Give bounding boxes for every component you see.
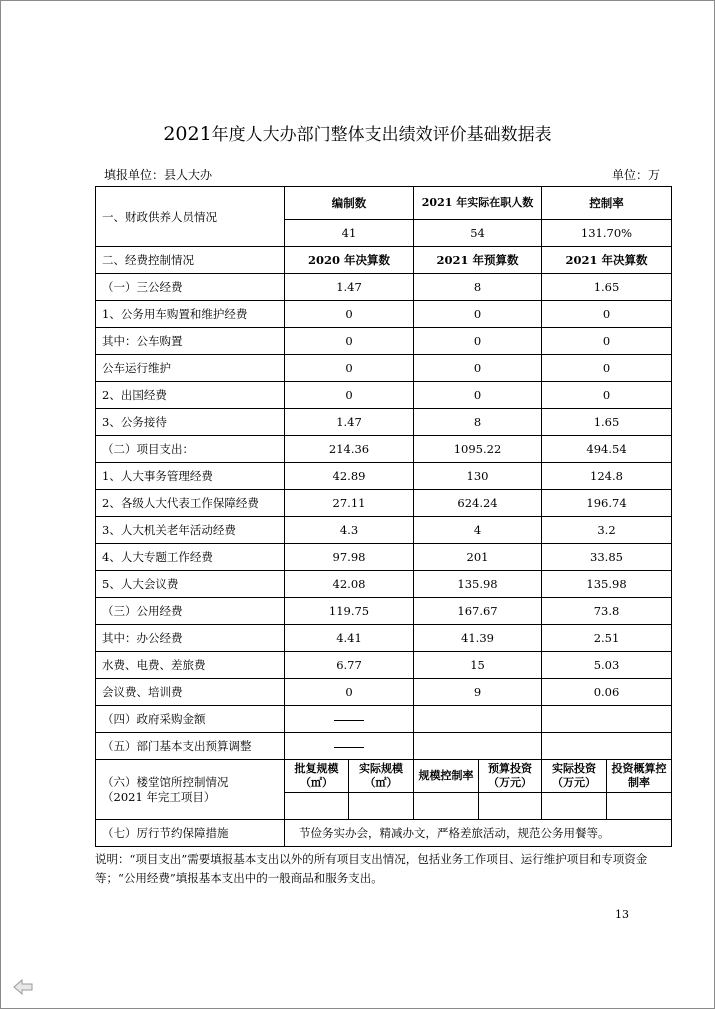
budget-investment-value	[479, 793, 542, 820]
value-2020-final: 214.36	[285, 436, 414, 463]
actual-scale-value	[349, 793, 414, 820]
title-year: 2021	[163, 123, 212, 145]
value-2021-final: 124.8	[542, 463, 672, 490]
quota-value: 41	[285, 220, 414, 247]
value-2021-final: 0	[542, 328, 672, 355]
gov-procurement-budget	[414, 706, 542, 733]
value-2021-budget: 15	[414, 652, 542, 679]
row-label: （二）项目支出：	[96, 436, 285, 463]
money-unit: 单位：万	[612, 168, 661, 182]
building-control-label	[96, 760, 285, 820]
value-2021-budget: 9	[414, 679, 542, 706]
value-2020-final: 97.98	[285, 544, 414, 571]
row-label: 3、公务接待	[96, 409, 285, 436]
dash-mark	[334, 720, 364, 721]
value-2021-budget: 624.24	[414, 490, 542, 517]
value-2021-budget: 4	[414, 517, 542, 544]
value-2020-final: 119.75	[285, 598, 414, 625]
value-2020-final: 0	[285, 301, 414, 328]
row-label: 公车运行维护	[96, 355, 285, 382]
row-label: 2、各级人大代表工作保障经费	[96, 490, 285, 517]
value-2021-budget: 201	[414, 544, 542, 571]
actual-staff-value: 54	[414, 220, 542, 247]
gov-procurement-label: （四）政府采购金额	[96, 706, 285, 733]
table-row	[96, 679, 672, 706]
header-scale-control-rate: 规模控制率	[414, 760, 479, 793]
row-label: 4、人大专题工作经费	[96, 544, 285, 571]
value-2021-budget: 8	[414, 409, 542, 436]
title-text: 年度人大办部门整体支出绩效评价基础数据表	[211, 125, 552, 145]
value-2020-final: 4.41	[285, 625, 414, 652]
row-label: 1、人大事务管理经费	[96, 463, 285, 490]
table-row	[96, 544, 672, 571]
investment-control-rate-value	[607, 793, 672, 820]
value-2021-budget: 167.67	[414, 598, 542, 625]
header-2021-budget: 2021 年预算数	[414, 247, 542, 274]
value-2020-final: 4.3	[285, 517, 414, 544]
table-row	[96, 328, 672, 355]
row-label: 5、人大会议费	[96, 571, 285, 598]
header-actual-staff: 2021 年实际在职人数	[414, 187, 542, 220]
value-2021-budget: 1095.22	[414, 436, 542, 463]
value-2020-final: 0	[285, 355, 414, 382]
header-approved-scale: 批复规模（㎡）	[285, 760, 349, 793]
back-arrow-icon[interactable]	[13, 979, 33, 995]
value-2020-final: 0	[285, 382, 414, 409]
row-label: 1、公务用车购置和维护经费	[96, 301, 285, 328]
table-row	[96, 301, 672, 328]
gov-procurement-value	[285, 706, 414, 733]
fill-unit: 填报单位：县人大办	[104, 168, 213, 182]
value-2021-budget: 41.39	[414, 625, 542, 652]
value-2020-final: 6.77	[285, 652, 414, 679]
value-2021-final: 3.2	[542, 517, 672, 544]
value-2021-final: 0	[542, 355, 672, 382]
table-row	[96, 274, 672, 301]
value-2020-final: 1.47	[285, 274, 414, 301]
gov-procurement-final	[542, 706, 672, 733]
value-2021-budget: 8	[414, 274, 542, 301]
value-2021-final: 135.98	[542, 571, 672, 598]
header-quota: 编制数	[285, 187, 414, 220]
row-label: 3、人大机关老年活动经费	[96, 517, 285, 544]
value-2021-final: 0	[542, 382, 672, 409]
header-actual-investment: 实际投资（万元）	[542, 760, 607, 793]
approved-scale-value	[285, 793, 349, 820]
budget-adjust-final	[542, 733, 672, 760]
row-label: 其中：办公经费	[96, 625, 285, 652]
value-2021-final: 196.74	[542, 490, 672, 517]
document-title	[0, 120, 715, 145]
row-label: 会议费、培训费	[96, 679, 285, 706]
actual-investment-value	[542, 793, 607, 820]
budget-adjust-value	[285, 733, 414, 760]
saving-measures-text: 节俭务实办会，精减办文，严格差旅活动，规范公务用餐等。	[285, 820, 672, 847]
value-2021-budget: 0	[414, 355, 542, 382]
value-2021-final: 0.06	[542, 679, 672, 706]
header-2021-final: 2021 年决算数	[542, 247, 672, 274]
value-2021-final: 5.03	[542, 652, 672, 679]
row-label: 其中：公车购置	[96, 328, 285, 355]
page-number: 13	[615, 908, 629, 921]
value-2021-budget: 130	[414, 463, 542, 490]
value-2021-budget: 135.98	[414, 571, 542, 598]
dash-mark	[334, 747, 364, 748]
value-2020-final: 0	[285, 679, 414, 706]
expense-rows	[96, 274, 672, 706]
header-2020-final: 2020 年决算数	[285, 247, 414, 274]
value-2020-final: 0	[285, 328, 414, 355]
value-2021-budget: 0	[414, 328, 542, 355]
header-budget-investment: 预算投资（万元）	[479, 760, 542, 793]
table-row	[96, 598, 672, 625]
budget-adjust-label: （五）部门基本支出预算调整	[96, 733, 285, 760]
explanation-note: 说明：“项目支出”需要填报基本支出以外的所有项目支出情况，包括业务工作项目、运行维护项目和专项资金等；“公用经费”填报基本支出中的一般商品和服务支出。	[95, 852, 648, 885]
header-actual-scale: 实际规模（㎡）	[349, 760, 414, 793]
value-2021-final: 33.85	[542, 544, 672, 571]
table-row	[96, 517, 672, 544]
budget-adjust-budget	[414, 733, 542, 760]
value-2020-final: 42.89	[285, 463, 414, 490]
building-label-line1: （六）楼堂馆所控制情况	[102, 774, 229, 789]
saving-measures-label: （七）厉行节约保障措施	[96, 820, 285, 847]
table-row	[96, 409, 672, 436]
table-row	[96, 625, 672, 652]
value-2020-final: 42.08	[285, 571, 414, 598]
scale-control-rate-value	[414, 793, 479, 820]
performance-data-table	[95, 186, 672, 847]
row-label: 水费、电费、差旅费	[96, 652, 285, 679]
value-2021-final: 1.65	[542, 274, 672, 301]
row-label: 2、出国经费	[96, 382, 285, 409]
value-2021-budget: 0	[414, 382, 542, 409]
header-investment-control-rate: 投资概算控制率	[607, 760, 672, 793]
value-2020-final: 1.47	[285, 409, 414, 436]
value-2021-budget: 0	[414, 301, 542, 328]
expense-section-label: 二、经费控制情况	[96, 247, 285, 274]
table-row	[96, 436, 672, 463]
table-row	[96, 382, 672, 409]
table-row	[96, 463, 672, 490]
value-2021-final: 494.54	[542, 436, 672, 463]
row-label: （三）公用经费	[96, 598, 285, 625]
row-label: （一）三公经费	[96, 274, 285, 301]
value-2021-final: 0	[542, 301, 672, 328]
value-2021-final: 2.51	[542, 625, 672, 652]
table-row	[96, 355, 672, 382]
header-control-rate: 控制率	[542, 187, 672, 220]
table-row	[96, 490, 672, 517]
table-row	[96, 571, 672, 598]
building-label-line2: （2021 年完工项目）	[102, 789, 216, 804]
table-row	[96, 652, 672, 679]
value-2021-final: 73.8	[542, 598, 672, 625]
value-2020-final: 27.11	[285, 490, 414, 517]
control-rate-value: 131.70%	[542, 220, 672, 247]
staff-section-label: 一、财政供养人员情况	[96, 187, 285, 247]
value-2021-final: 1.65	[542, 409, 672, 436]
